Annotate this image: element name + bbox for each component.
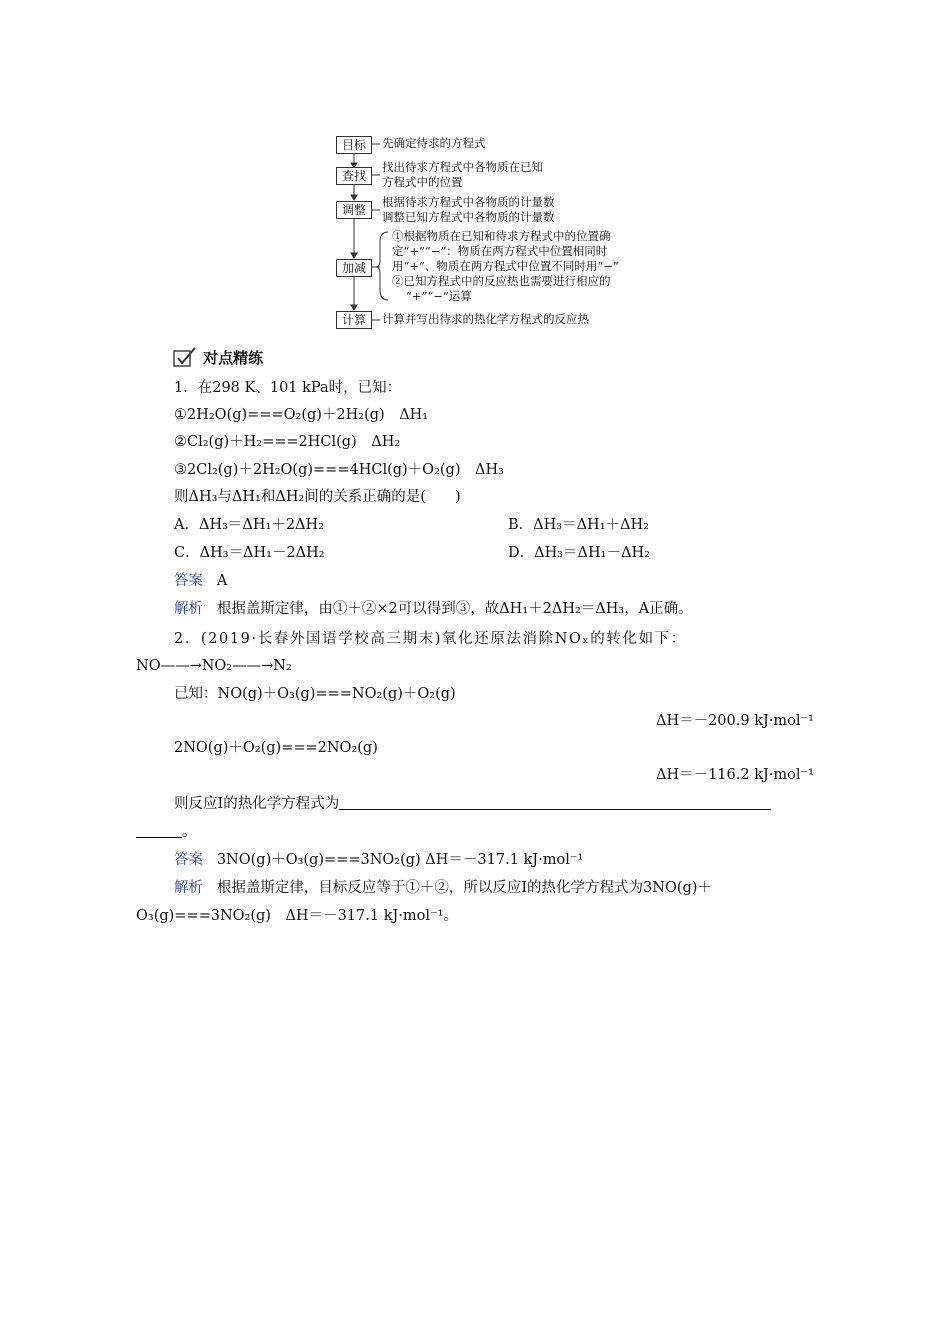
q2-stem: 2．(2019·长春外国语学校高三期末)氧化还原法消除NOₓ的转化如下： [174,631,687,647]
q2-analysis-cont: O₃(g)===3NO₂(g) ΔH＝－317.1 kJ·mol⁻¹。 [136,908,458,924]
q1-eq3: ③2Cl₂(g)＋2H₂O(g)===4HCl(g)＋O₂(g) ΔH₃ [174,462,504,478]
section-title: 对点精练 [203,349,264,367]
q2-answer-value: 3NO(g)＋O₃(g)===3NO₂(g) ΔH＝－317.1 kJ·mol⁻¹ [216,852,584,868]
flow-step-find-desc: 找出待求方程式中各物质在已知 方程式中的位置 [382,160,543,189]
q2-analysis-text: 根据盖斯定律，目标反应等于①＋②，所以反应Ⅰ的热化学方程式为3NO(g)＋ [216,880,712,896]
q1-option-c: C．ΔH₃＝ΔH₁－2ΔH₂ [174,545,325,561]
flow-step-find: 查找 [336,167,372,185]
q2-known [174,684,456,704]
flow-step-adjust: 调整 [336,201,372,219]
q1-option-b: B．ΔH₃＝ΔH₁＋ΔH₂ [508,517,649,533]
answer-blank-line-cont [136,823,182,838]
q2-dh-b: ΔH＝－116.2 kJ·mol⁻¹ [655,767,814,783]
flow-step-calc-desc: 计算并写出待求的热化学方程式的反应热 [382,312,589,326]
q2-dh-a: ΔH＝－200.9 kJ·mol⁻¹ [655,713,814,729]
q1-answer [174,571,227,591]
q2-eq-a: NO(g)＋O₃(g)===NO₂(g)＋O₂(g) [217,686,456,702]
q2-eq-b: 2NO(g)＋O₂(g)===2NO₂(g) [174,740,378,756]
q2-analysis [174,878,712,898]
q2-answer [174,850,583,870]
q2-question: 则反应Ⅰ的热化学方程式为 [174,794,771,814]
flow-step-goal: 目标 [336,136,372,154]
q2-conversion-chain: NO——→NO₂——→N₂ [136,658,292,674]
flow-step-goal-desc: 先确定待求的方程式 [382,136,486,150]
q1-answer-value: A [216,573,228,589]
q2-analysis-label: 解析 [174,880,203,896]
q1-answer-label: 答案 [174,573,203,589]
q1-analysis-label: 解析 [174,601,203,617]
q2-question-cont: 。 [136,822,197,842]
q2-known-label: 已知： [174,686,218,702]
section-header [172,346,263,368]
q1-analysis-text: 根据盖斯定律，由①＋②×2可以得到③，故ΔH₁＋2ΔH₂＝ΔH₃，A正确。 [216,601,693,617]
flow-step-calc: 计算 [336,311,372,329]
q1-analysis [174,599,693,619]
answer-blank-line [339,795,771,810]
q1-option-a: A．ΔH₃＝ΔH₁＋2ΔH₂ [174,517,324,533]
flow-step-combine-desc: ①根据物质在已知和待求方程式中的位置确 定“+”“−”：物质在两方程式中位置相同时 用“+”、物质在两方程式中位置不同时用“−” ②已知方程式中的反应热也需要进行相应的 “+”“−”运算 [392,229,619,303]
q2-answer-label: 答案 [174,852,203,868]
q1-question: 则ΔH₃与ΔH₁和ΔH₂间的关系正确的是( ) [174,489,461,505]
q1-stem: 1．在298 K、101 kPa时，已知： [174,380,402,396]
q1-option-d: D．ΔH₃＝ΔH₁－ΔH₂ [508,545,650,561]
pencil-check-icon [172,346,198,368]
q1-eq2: ②Cl₂(g)＋H₂===2HCl(g) ΔH₂ [174,434,401,450]
method-flowchart [336,132,666,332]
q1-eq1: ①2H₂O(g)===O₂(g)＋2H₂(g) ΔH₁ [174,407,429,423]
flow-step-adjust-desc: 根据待求方程式中各物质的计量数 调整已知方程式中各物质的计量数 [382,195,555,224]
flow-step-combine: 加减 [336,259,372,277]
